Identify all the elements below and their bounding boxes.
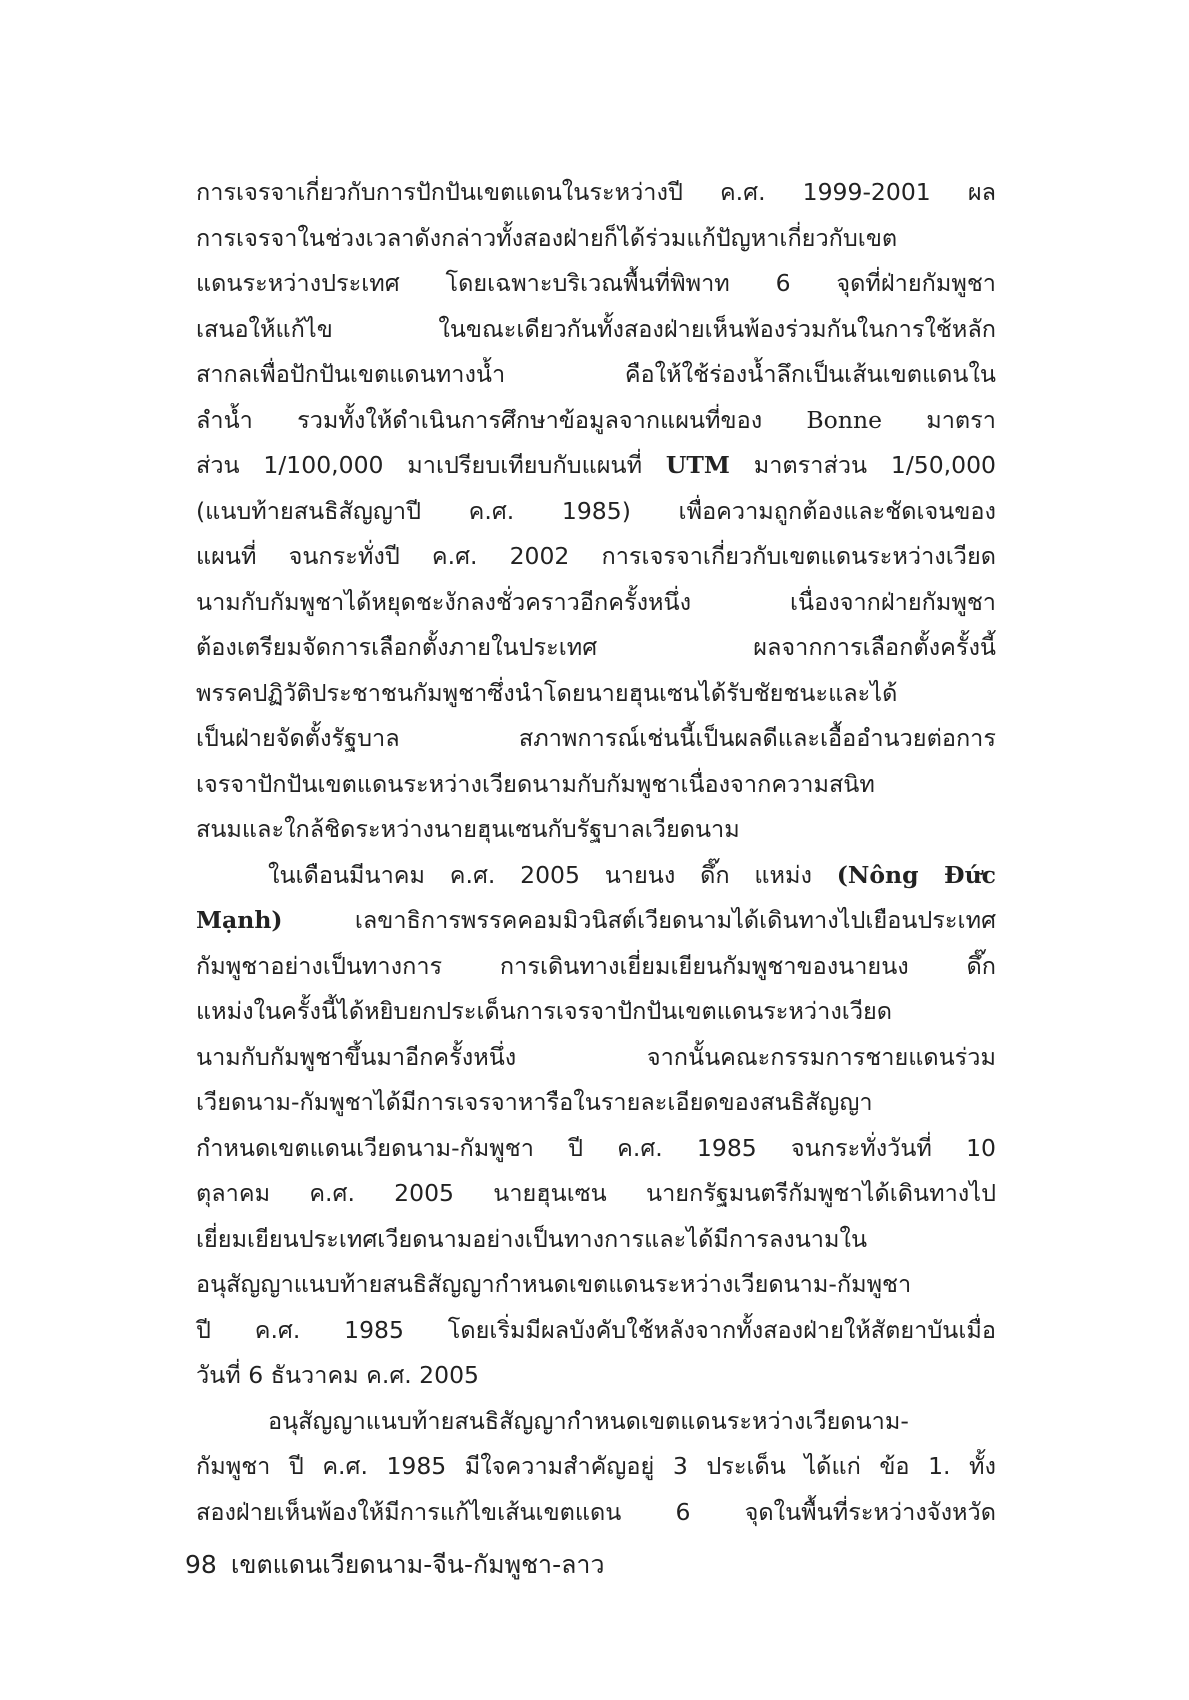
text-line — [196, 898, 996, 944]
text-segment: เลขาธิการพรรคคอมมิวนิสต์เวียดนามได้เดินทางไปเยือนประเทศ — [282, 906, 996, 934]
text-line: เจรจาปักปันเขตแดนระหว่างเวียดนามกับกัมพูชาเนื่องจากความสนิท — [196, 769, 875, 798]
text-line: พรรคปฏิวัติประชาชนกัมพูชาซึ่งนำโดยนายฮุนเซนได้รับชัยชนะและได้ — [196, 678, 898, 707]
text-line: นามกับกัมพูชาได้หยุดชะงักลงชั่วคราวอีกครั้งหนึ่ง เนื่องจากฝ่ายกัมพูชา — [196, 587, 996, 616]
text-line: สากลเพื่อปักปันเขตแดนทางน้ำ คือให้ใช้ร่องน้ำลึกเป็นเส้นเขตแดนใน — [196, 360, 996, 388]
page-body — [196, 170, 996, 1535]
text-segment: ในเดือนมีนาคม ค.ศ. 2005 นายนง ดึ๊ก แหม่ง — [268, 860, 837, 889]
text-line: (แนบท้ายสนธิสัญญาปี ค.ศ. 1985) เพื่อความถูกต้องและชัดเจนของ — [196, 496, 996, 525]
text-line: แผนที่ จนกระทั่งปี ค.ศ. 2002 การเจรจาเกี่ยวกับเขตแดนระหว่างเวียด — [196, 542, 996, 570]
page-number: 98 — [185, 1550, 217, 1579]
text-segment: มาตราส่วน 1/50,000 — [729, 451, 996, 479]
text-segment: ส่วน 1/100,000 มาเปรียบเทียบกับแผนที่ — [196, 451, 666, 479]
text-line: กัมพูชา ปี ค.ศ. 1985 มีใจความสำคัญอยู่ 3 ประเด็น ได้แก่ ข้อ 1. ทั้ง — [196, 1452, 996, 1480]
text-line: กัมพูชาอย่างเป็นทางการ การเดินทางเยี่ยมเยียนกัมพูชาของนายนง ดึ๊ก — [196, 951, 996, 980]
text-line — [196, 853, 996, 899]
text-line: นามกับกัมพูชาขึ้นมาอีกครั้งหนึ่ง จากนั้นคณะกรรมการชายแดนร่วม — [196, 1042, 996, 1071]
text-segment-utm: UTM — [665, 451, 730, 479]
text-line: การเจรจาเกี่ยวกับการปักปันเขตแดนในระหว่างปี ค.ศ. 1999-2001 ผล — [196, 178, 996, 206]
text-segment-manh: Mạnh) — [196, 906, 283, 934]
page-footer — [185, 1545, 605, 1585]
text-line: เสนอให้แก้ไข ในขณะเดียวกันทั้งสองฝ่ายเห็นพ้องร่วมกันในการใช้หลัก — [196, 314, 996, 343]
text-line: เยี่ยมเยียนประเทศเวียดนามอย่างเป็นทางการและได้มีการลงนามใน — [196, 1224, 868, 1253]
text-line: ต้องเตรียมจัดการเลือกตั้งภายในประเทศ ผลจากการเลือกตั้งครั้งนี้ — [196, 633, 996, 661]
text-line: เป็นฝ่ายจัดตั้งรัฐบาล สภาพการณ์เช่นนี้เป็นผลดีและเอื้ออำนวยต่อการ — [196, 724, 996, 752]
running-title: เขตแดนเวียดนาม-จีน-กัมพูชา-ลาว — [230, 1550, 605, 1579]
text-line: แดนระหว่างประเทศ โดยเฉพาะบริเวณพื้นที่พิพาท 6 จุดที่ฝ่ายกัมพูชา — [196, 269, 996, 297]
text-line: สองฝ่ายเห็นพ้องให้มีการแก้ไขเส้นเขตแดน 6 จุดในพื้นที่ระหว่างจังหวัด — [196, 1497, 996, 1526]
text-line — [196, 398, 996, 444]
text-line: กำหนดเขตแดนเวียดนาม-กัมพูชา ปี ค.ศ. 1985 จนกระทั่งวันที่ 10 — [196, 1133, 996, 1162]
text-line: สนมและใกล้ชิดระหว่างนายฮุนเซนกับรัฐบาลเวียดนาม — [196, 815, 740, 843]
text-line: การเจรจาในช่วงเวลาดังกล่าวทั้งสองฝ่ายก็ได้ร่วมแก้ปัญหาเกี่ยวกับเขต — [196, 223, 898, 252]
text-segment: ลำน้ำ รวมทั้งให้ดำเนินการศึกษาข้อมูลจากแผนที่ของ — [196, 405, 807, 434]
text-line: วันที่ 6 ธันวาคม ค.ศ. 2005 — [196, 1361, 479, 1389]
text-line: ปี ค.ศ. 1985 โดยเริ่มมีผลบังคับใช้หลังจากทั้งสองฝ่ายให้สัตยาบันเมื่อ — [196, 1315, 996, 1344]
text-segment: มาตรา — [882, 405, 996, 434]
text-segment-bonne: Bonne — [806, 405, 883, 434]
text-line: อนุสัญญาแนบท้ายสนธิสัญญากำหนดเขตแดนระหว่างเวียดนาม-กัมพูชา — [196, 1270, 912, 1298]
text-line: อนุสัญญาแนบท้ายสนธิสัญญากำหนดเขตแดนระหว่างเวียดนาม- — [268, 1406, 909, 1435]
text-line: แหม่งในครั้งนี้ได้หยิบยกประเด็นการเจรจาปักปันเขตแดนระหว่างเวียด — [196, 997, 893, 1025]
text-segment-nong-duc: (Nông Đức — [836, 860, 996, 889]
text-line — [196, 443, 996, 489]
text-line: ตุลาคม ค.ศ. 2005 นายฮุนเซน นายกรัฐมนตรีกัมพูชาได้เดินทางไป — [196, 1179, 996, 1207]
text-line: เวียดนาม-กัมพูชาได้มีการเจรจาหารือในรายละเอียดของสนธิสัญญา — [196, 1088, 873, 1116]
